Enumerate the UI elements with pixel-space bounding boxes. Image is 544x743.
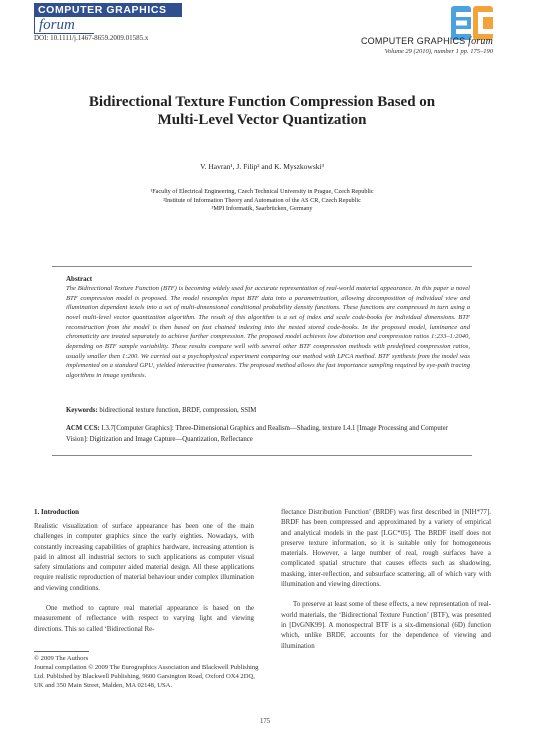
abstract-text: The Bidirectional Texture Function (BTF) is becoming widely used for accurate representation of real-world material appearance. In this paper a novel BTF compression model is proposed. The model resamples input BTF data into a parametrization, allowing decomposition of individual view and illumination dependent texels into a set of multi-dimensional conditional probability density functions. These functions are compressed in turn using a novel multi-level vector quantization algorithm. The result of this algorithm is a set of index and scale code-books for individual dimensions. BTF reconstruction from the model is then based on fast chained indexing into the nested stored code-books. In the proposed model, luminance and chromaticity are treated separately to achieve further compression. The proposed model achieves low distortion and compression ratios 1:233–1:2040, depending on BTF sample variability. These results compare well with several other BTF compression methods with predefined compression ratios, usually smaller then 1:200. We carried out a psychophysical experiment comparing our method with LPCA method. BTF synthesis from the model was implemented on a standard GPU, yielded interactive framerates. The proposed method allows the fast importance sampling required by eye-path tracing algorithms in image synthesis. [66, 285, 470, 379]
paragraph: To preserve at least some of these effects, a new representation of real-world materials, the ‘Bidirectional Texture Function’ (BTF), was presented in [DvGNK99]. A monospectral BTF is a six-dimensional (6D) function which, unlike BRDF, accounts for the dependence of viewing and illumination [281, 601, 491, 650]
left-column [34, 522, 254, 635]
copyright-footnote [34, 654, 259, 690]
acm-ccs [66, 424, 470, 445]
eurographics-logo-icon [451, 6, 493, 40]
keywords-text: bidirectional texture function, BRDF, compression, SSIM [99, 407, 257, 414]
journal-name [361, 36, 493, 47]
footnote-rule [34, 651, 89, 652]
page-number: 175 [260, 718, 271, 725]
title-line-2: Multi-Level Vector Quantization [157, 112, 367, 128]
acm-label: ACM CCS: [66, 425, 100, 432]
acm-text: I.3.7[Computer Graphics]: Three-Dimensional Graphics and Realism—Shading, texture I.4.1 [Image Processing and Computer Vision]: Digitization and Image Capture—Quantization, Reflectance [66, 425, 448, 443]
affiliation: ¹Faculty of Electrical Engineering, Czech Technical University in Prague, Czech Republic [150, 188, 374, 195]
paper-title [34, 93, 490, 129]
journal-forum-text: forum [468, 36, 493, 47]
journal-compilation: Journal compilation © 2009 The Eurographics Association and Blackwell Publishing Ltd. Published by Blackwell Publishing, 9600 Garsington Road, Oxford OX4 2DQ, UK and 350 Main Street, Malden, MA 02148, USA. [34, 664, 259, 689]
abstract-heading: Abstract [66, 275, 93, 283]
keywords-label: Keywords: [66, 407, 98, 414]
cgf-logo-forum: forum [34, 17, 94, 34]
affiliations [34, 188, 490, 214]
copyright: © 2009 The Authors [34, 655, 89, 662]
paragraph: flectance Distribution Function’ (BRDF) was first described in [NIH*77]. BRDF has been compressed and approximated by a variety of empirical and analytical models in the past [LGC*05]. The BRDF itself does not preserve texture information, so it is suitable only for homogeneous materials. However, a large number of real, rough surfaces have a complicated spatial structure that causes effects such as shadowing, masking, inter-reflection, and subsurface scattering, all of which vary with illumination and viewing directions. [281, 509, 491, 589]
journal-volume: Volume 29 (2010), number 1 pp. 175–190 [384, 48, 493, 55]
section-heading-introduction: 1. Introduction [34, 508, 79, 516]
title-line-1: Bidirectional Texture Function Compression Based on [88, 94, 436, 110]
paragraph: One method to capture real material appearance is based on the measurement of reflectance with respect to varying light and viewing directions. This so called ‘Bidirectional Re- [34, 605, 254, 633]
paragraph: Realistic visualization of surface appearance has been one of the main challenges in computer graphics since the early eighties. Nowadays, with constantly increasing capabilities of graphics hardware, increasing attention is paid in almost all industrial sectors to such applications as computer visual safety simulations and computer aided material design. All these applications require realistic reproduction of material behaviour under complex illumination and viewing conditions. [34, 523, 254, 592]
cgf-logo [34, 3, 182, 35]
doi: DOI: 10.1111/j.1467-8659.2009.01585.x [34, 34, 149, 42]
affiliation: ²Institute of Information Theory and Automation of the AS CR, Czech Republic [163, 196, 361, 204]
right-column [281, 508, 491, 652]
cgf-logo-top: COMPUTER GRAPHICS [34, 3, 182, 17]
affiliation: ³MPI Informatik, Saarbrücken, Germany [211, 205, 313, 212]
keywords [66, 407, 470, 414]
abstract-bottom-rule [52, 455, 472, 456]
journal-name-text: COMPUTER GRAPHICS [360, 36, 466, 46]
authors: V. Havran¹, J. Filip² and K. Myszkowski³ [200, 162, 324, 171]
abstract-top-rule [52, 266, 472, 267]
